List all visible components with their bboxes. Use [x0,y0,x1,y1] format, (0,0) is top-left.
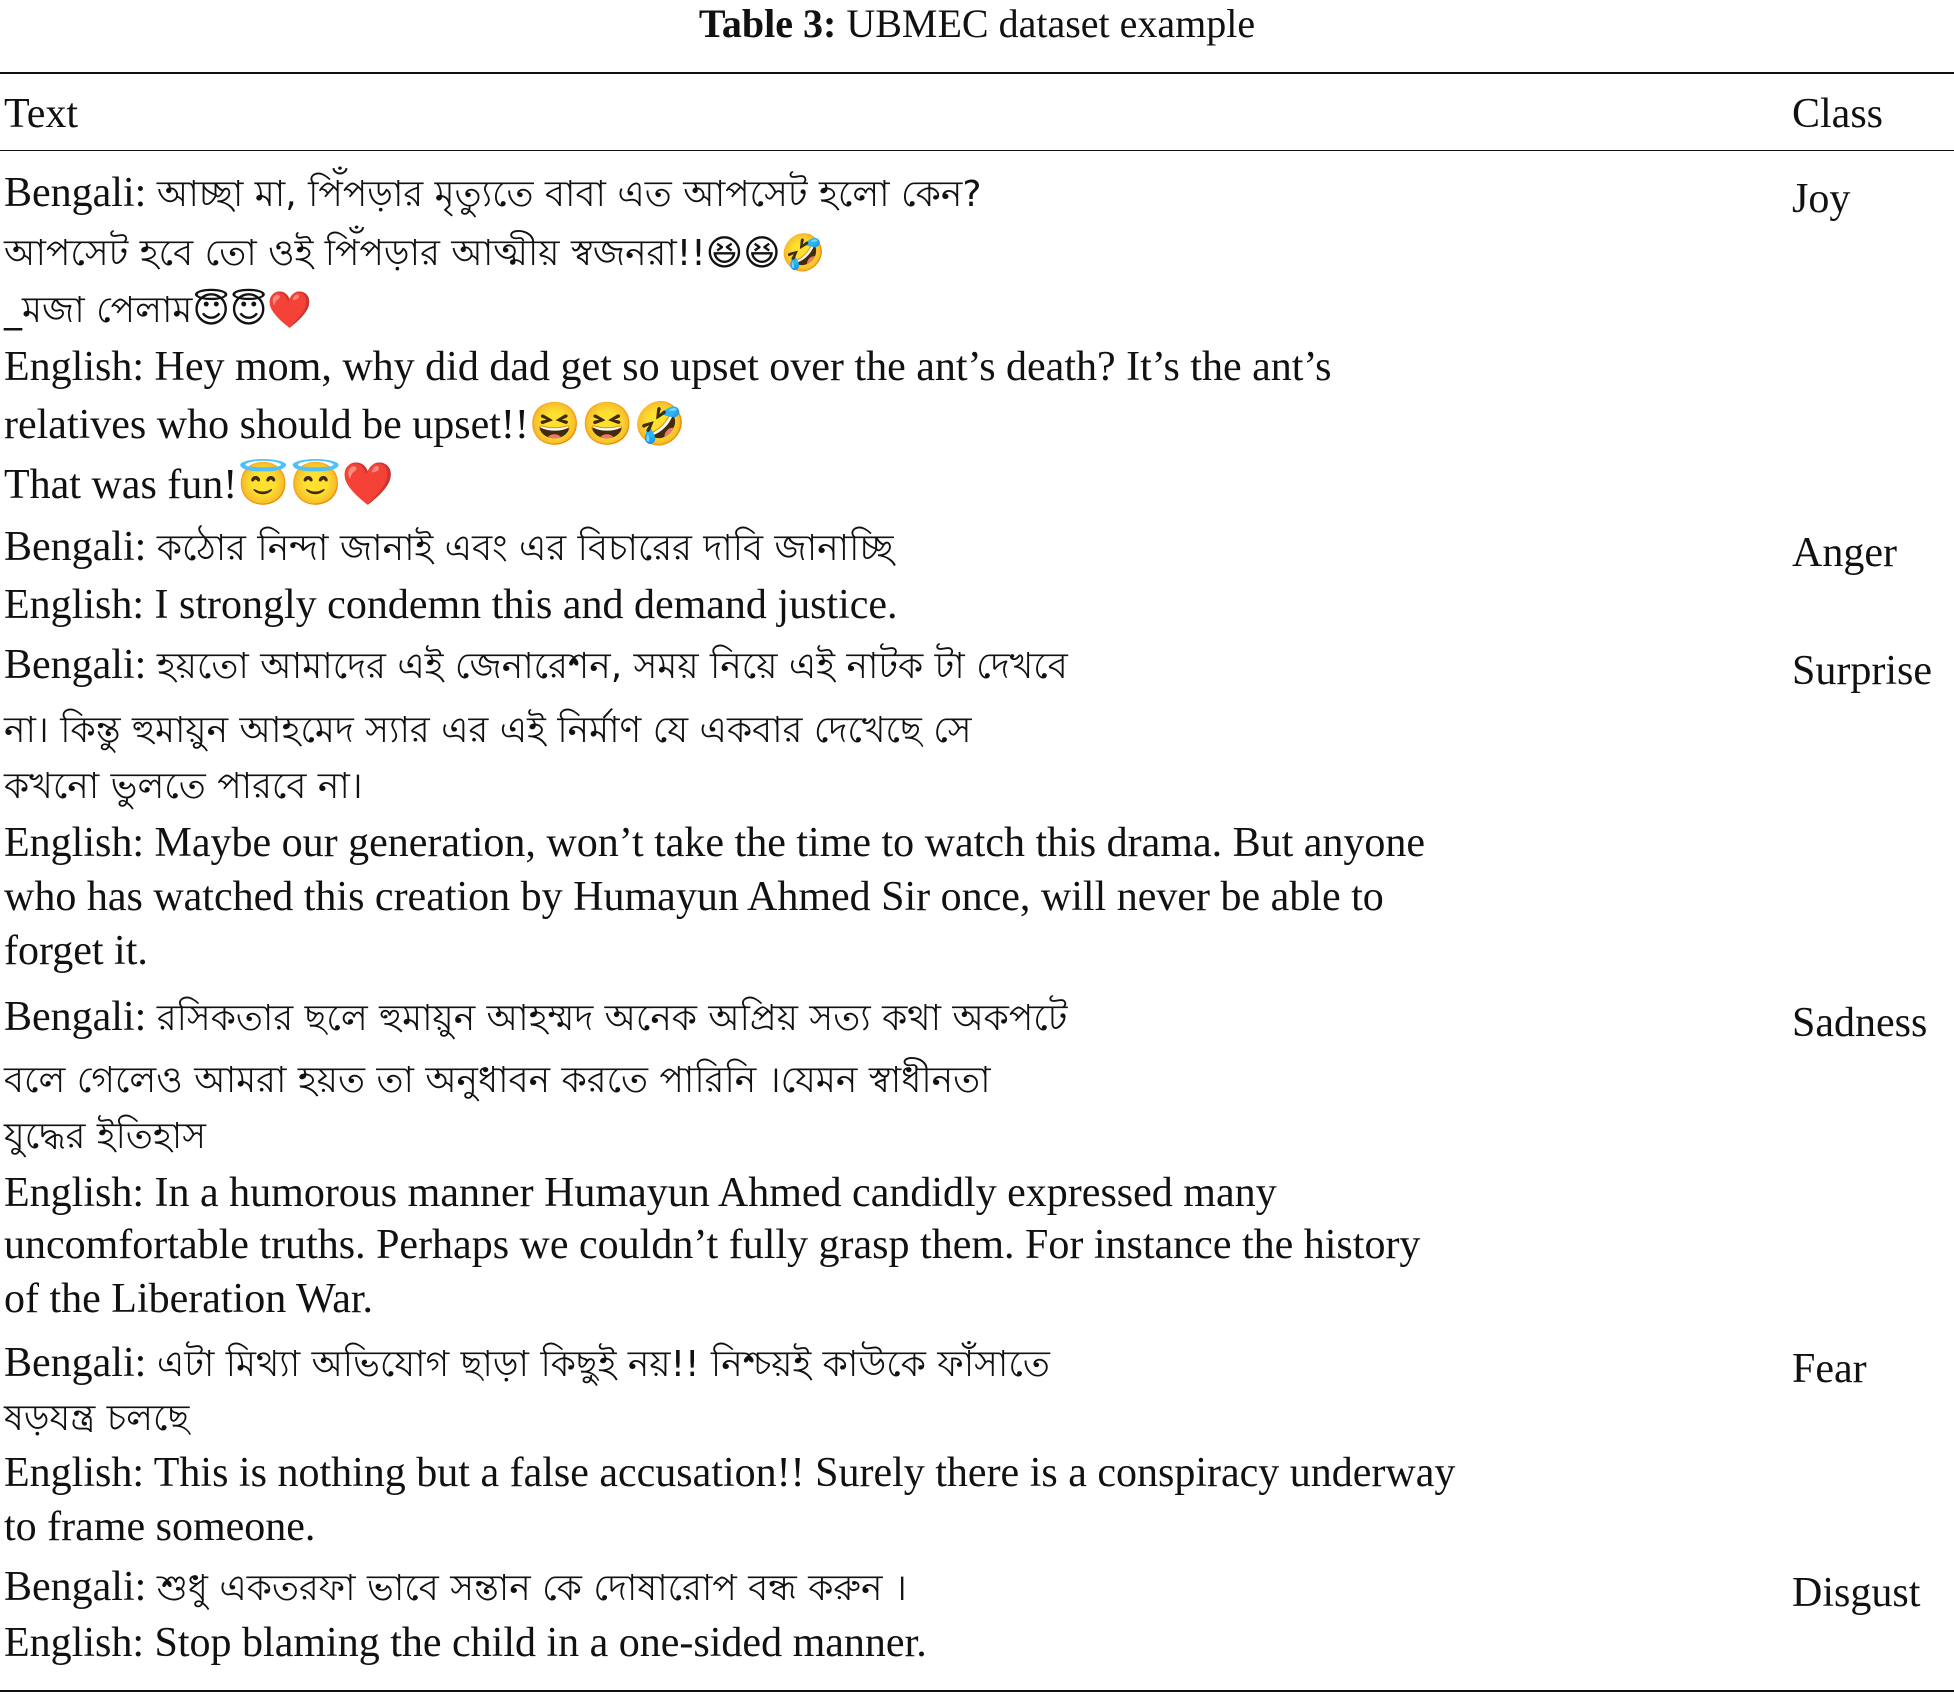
bengali-text: রসিকতার ছলে হুমায়ুন আহম্মদ অনেক অপ্রিয় সত্য কথা অকপটে [156,998,1068,1039]
top-rule [0,72,1954,74]
english-prefix: English: [4,582,145,628]
bengali-text: যুদ্ধের ইতিহাস [4,1116,207,1157]
english-line [4,1500,1704,1554]
english-line [4,578,1704,632]
english-text: I strongly condemn this and demand justice. [154,582,898,628]
english-line [4,1446,1704,1500]
bengali-text: এটা মিথ্যা অভিযোগ ছাড়া কিছুই নয়!! নিশ্চয়ই কাউকে ফাঁসাতে [156,1344,1050,1385]
english-line [4,458,1704,512]
bengali-prefix: Bengali: [4,642,147,688]
english-text: who has watched this creation by Humayun Ahmed Sir once, will never be able to [4,874,1384,920]
english-text: uncomfortable truths. Perhaps we couldn’t fully grasp them. For instance the history [4,1222,1421,1268]
bengali-line [4,638,1704,694]
bengali-text: ষড়যন্ত্র চলছে [4,1398,190,1439]
english-line [4,1166,1704,1220]
table-caption-label: Table 3: [698,1,837,46]
english-line [4,1272,1704,1326]
english-text: Stop blaming the child in a one-sided manner. [154,1620,927,1666]
bengali-line [4,1108,1704,1164]
english-text: to frame someone. [4,1504,316,1550]
class-label: Disgust [1792,1570,1921,1616]
bengali-text: কঠোর নিন্দা জানাই এবং এর বিচারের দাবি জানাচ্ছি [156,528,894,569]
table-caption [0,0,1954,48]
english-line [4,1616,1704,1670]
bengali-prefix: Bengali: [4,1340,147,1386]
bengali-prefix: Bengali: [4,524,147,570]
english-text: forget it. [4,928,148,974]
bengali-line [4,282,1704,338]
bengali-line [4,758,1704,814]
bengali-text: বলে গেলেও আমরা হয়ত তা অনুধাবন করতে পারিনি ।যেমন স্বাধীনতা [4,1060,991,1101]
english-text: Hey mom, why did dad get so upset over the ant’s death? It’s the ant’s [154,344,1332,390]
bengali-text: _মজা পেলাম😇😇❤️ [4,290,313,331]
english-prefix: English: [4,1450,145,1496]
bengali-prefix: Bengali: [4,994,147,1040]
class-label: Surprise [1792,648,1932,694]
english-prefix: English: [4,820,145,866]
class-label: Sadness [1792,1000,1928,1046]
bengali-line [4,520,1704,576]
bengali-line [4,1390,1704,1446]
header-text: Text [4,91,79,137]
bengali-line [4,225,1704,281]
bengali-line [4,1336,1704,1392]
english-text: This is nothing but a false accusation!! Surely there is a conspiracy underway [153,1450,1456,1496]
bengali-line [4,702,1704,758]
english-line [4,816,1704,870]
bengali-line [4,990,1704,1046]
english-text: of the Liberation War. [4,1276,374,1322]
header-class: Class [1792,91,1884,137]
english-prefix: English: [4,344,145,390]
english-line [4,340,1704,394]
header-rule [0,150,1954,151]
bengali-text: শুধু একতরফা ভাবে সন্তান কে দোষারোপ বন্ধ করুন । [156,1568,907,1609]
bengali-text: কখনো ভুলতে পারবে না। [4,766,363,807]
bottom-rule [0,1690,1954,1692]
class-label: Fear [1792,1346,1867,1392]
bengali-line [4,166,1704,222]
bengali-prefix: Bengali: [4,1564,147,1610]
english-text: relatives who should be upset!!😆😆🤣 [4,402,686,448]
class-label: Joy [1792,176,1851,222]
bengali-text: হয়তো আমাদের এই জেনারেশন, সময় নিয়ে এই নাটক টা দেখবে [156,646,1068,687]
bengali-line [4,1052,1704,1108]
english-text: That was fun!😇😇❤️ [4,462,395,508]
bengali-text: না। কিন্তু হুমায়ুন আহমেদ স্যার এর এই নির্মাণ যে একবার দেখেছে সে [4,710,972,751]
table-caption-title: UBMEC dataset example [846,1,1256,46]
english-text: Maybe our generation, won’t take the time to watch this drama. But anyone [154,820,1426,866]
english-text: In a humorous manner Humayun Ahmed candidly expressed many [154,1170,1277,1216]
english-prefix: English: [4,1620,145,1666]
english-line [4,1218,1704,1272]
english-line [4,870,1704,924]
bengali-text: আচ্ছা মা, পিঁপড়ার মৃত্যুতে বাবা এত আপসেট হলো কেন? [156,174,982,215]
bengali-text: আপসেট হবে তো ওই পিঁপড়ার আত্মীয় স্বজনরা!!😆😆🤣 [4,233,826,274]
english-line [4,924,1704,978]
bengali-line [4,1560,1704,1616]
class-label: Anger [1792,530,1897,576]
english-prefix: English: [4,1170,145,1216]
english-line [4,398,1704,452]
bengali-prefix: Bengali: [4,170,147,216]
